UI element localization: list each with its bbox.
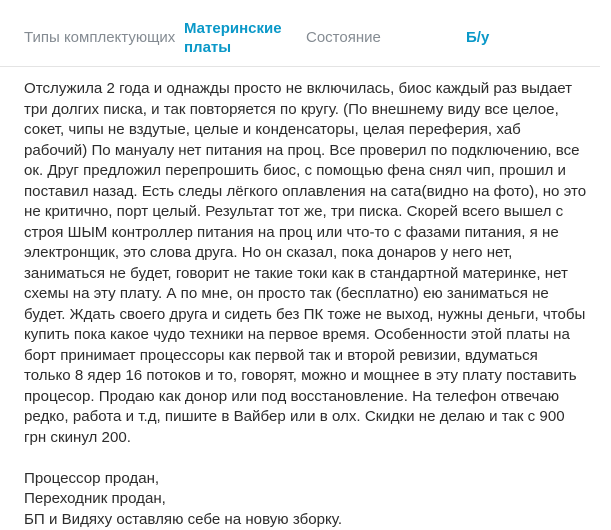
description-spacer xyxy=(24,448,588,469)
description-note-line: Процессор продан, xyxy=(24,469,588,490)
description-main-text: Отслужила 2 года и однажды просто не включилась, биос каждый раз выдает три долгих писка, и так повторяется по кругу. (По внешнему виду все целое, сокет, чипы не вздутые, целые и конденсаторы, целая переферия, хаб рабочий) По мануалу нет питания на проц. Все проверил по подключению, все ок. Друг предложил перепрошить биос, с помощью фена снял чип, прошил и поставил назад. Есть следы лёгкого оплавления на сата(видно на фото), но это не критично, порт целый. Результат тот же, три писка. Скорей всего вышел с строя ШЫМ контроллер питания на проц или что-то с фазами питания, я не электронщик, это слова друга. Но он сказал, пока донаров у него нет, заниматься не будет, говорит не такие токи как в стандартной материнке, нет схемы на эту плату. А по мне, он просто так (бесплатно) ею заниматься не будет. Ждать своего друга и сидеть без ПК тоже не выход, нужны деньги, чтобы купить пока какое чудо техники на первое время. Особенности этой платы на борт принимает процессоры как первой так и второй ревизии, вдуматься только 8 ядер 16 потоков и то, говорят, можно и мощнее в эту плату поставить процесор. Продаю как донор или под восстановление. На телефон отвечаю редко, работа и т.д, пишите в Вайбер или в олх. Скидки не делаю и так с 900 грн скинул 200. xyxy=(24,79,588,448)
param-label-component-type: Типы комплектующих xyxy=(24,28,175,47)
description-note-line: Переходник продан, xyxy=(24,489,588,510)
param-value-component-type[interactable]: Материнские платы xyxy=(184,19,294,57)
param-value-condition[interactable]: Б/у xyxy=(466,28,489,47)
description-note-line: БП и Видяху оставляю себе на новую зборку. xyxy=(24,510,588,530)
param-label-condition: Состояние xyxy=(306,28,381,47)
listing-params xyxy=(0,0,600,67)
listing-description xyxy=(24,79,588,530)
